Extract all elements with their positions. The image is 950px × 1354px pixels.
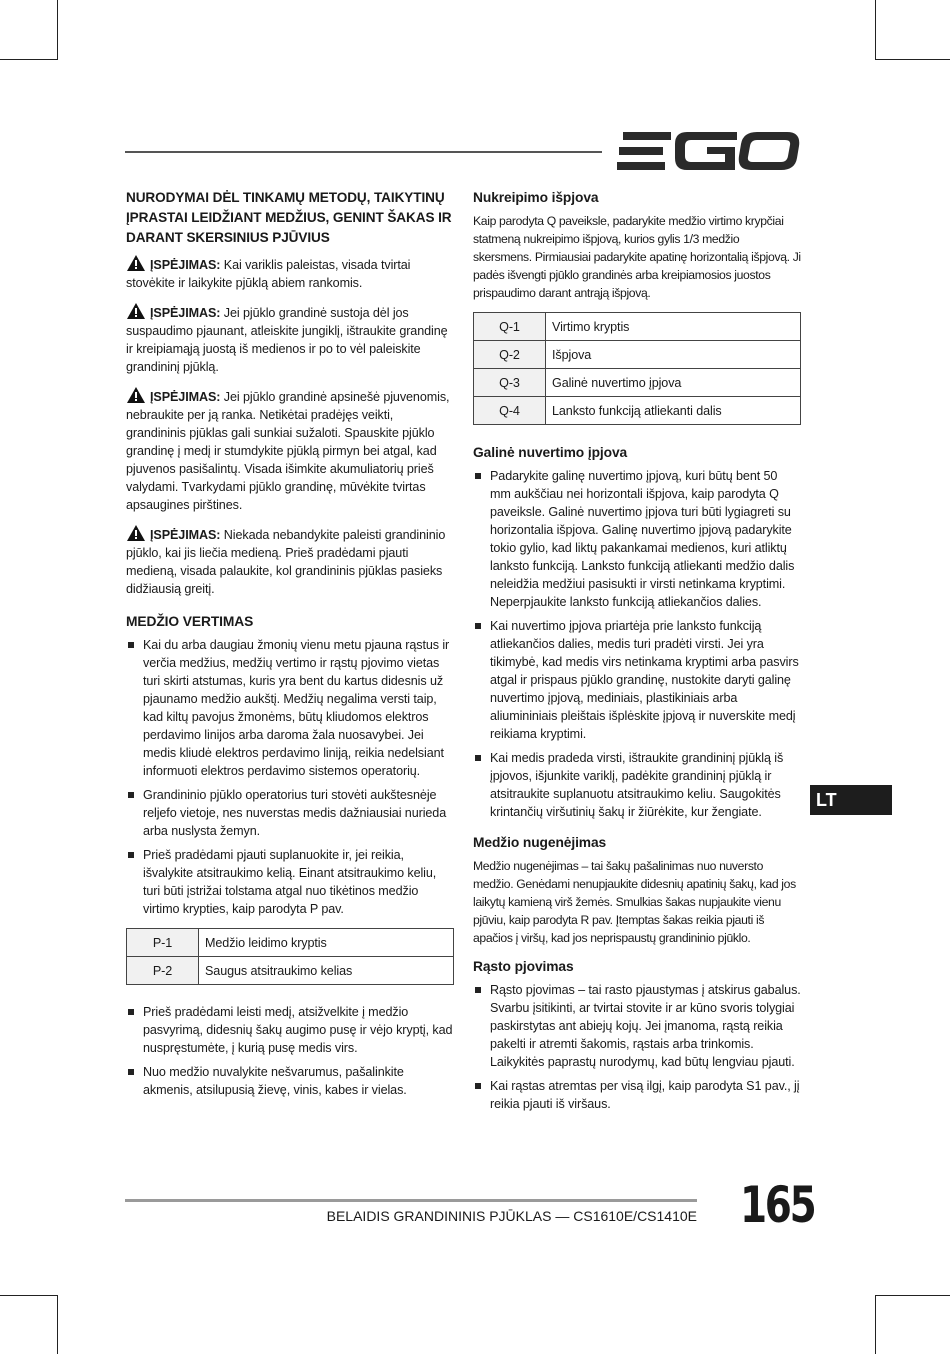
- warning-paragraph: [126, 524, 454, 598]
- warning-paragraph: [126, 302, 454, 376]
- list-item: [473, 467, 801, 611]
- table-row: [127, 957, 454, 985]
- crop-mark: [57, 0, 58, 60]
- warning-icon: [126, 386, 146, 404]
- list-item: [126, 846, 454, 918]
- subsection-heading: Rąsto pjovimas: [473, 959, 574, 974]
- subsection-heading: Nukreipimo išpjova: [473, 190, 599, 205]
- warning-icon: [126, 254, 146, 272]
- list-item-text: Prieš pradėdami leisti medį, atsižvelkite į medžio pasvyrimą, didesnių šakų augimo pusę ir vėjo kryptį, kad nuspręstumėte, į kurią pusę medis virs.: [143, 1005, 453, 1055]
- list-item: [473, 1077, 801, 1113]
- crop-mark: [0, 59, 58, 60]
- subsection-heading: MEDŽIO VERTIMAS: [126, 614, 254, 629]
- list-item-text: Kai nuvertimo įpjova priartėja prie lanksto funkciją atliekančios dalies, medis turi pradėti virsti. Jei yra tikimybė, kad medis virs netinkama kryptimi arba pasvirs atgal ir prispaus pjūklo grandinę, nustokite daryti galinę nuvertimo įpjovą, mediniais, plastikiniais arba aliumininiais pleištais išplėskite įpjovą ir nuverskite medį reikiama kryptimi.: [490, 619, 799, 741]
- page-number: 165: [740, 1176, 815, 1234]
- warning-label: ĮSPĖJIMAS:: [150, 390, 221, 404]
- list-item-text: Kai du arba daugiau žmonių vienu metu pjauna rąstus ir verčia medžius, medžių vertimo ir rąstų pjovimo vietas turi skirti atstumas, kuris yra bent du kartus didesnis už pjaunamo medžio aukštį. Medžių negalima versti taip, kad kiltų pavojus žmonėms, būtų kliudomos elektros perdavimo linijos arba daroma žala nuosavybei. Jei medis kliudė elektros perdavimo liniją, reikia nedelsiant informuoti elektros perdavimo sistemos operatorių.: [143, 638, 450, 778]
- bullet-icon: [128, 852, 134, 858]
- list-item: [473, 617, 801, 743]
- warning-text: Jei pjūklo grandinė sustoja dėl jos suspaudimo pjaunant, atleiskite jungiklį, ištraukite grandinę ir kreipiamąją juostą iš medienos ir po to vėl paleiskite grandininį pjūklą.: [126, 306, 448, 374]
- warning-text: Kai variklis paleistas, visada tvirtai stovėkite ir laikykite pjūklą abiem rankomis.: [126, 258, 411, 290]
- table-row: [474, 313, 801, 341]
- table-cell-code: Q-3: [474, 369, 546, 397]
- warning-paragraph: [126, 386, 454, 514]
- table-row: [127, 929, 454, 957]
- list-item: [126, 1003, 454, 1057]
- bullet-icon: [475, 987, 481, 993]
- warning-icon: [126, 302, 146, 320]
- list-item: [473, 981, 801, 1071]
- warning-label: ĮSPĖJIMAS:: [150, 306, 221, 320]
- crop-mark: [875, 59, 950, 60]
- table-row: [474, 369, 801, 397]
- left-column: [126, 188, 454, 1109]
- crop-mark: [875, 0, 876, 60]
- list-item: [126, 636, 454, 780]
- list-item-text: Nuo medžio nuvalykite nešvarumus, pašalinkite akmenis, atsilupusią žievę, vinis, kabes ir vielas.: [143, 1065, 407, 1097]
- subsection-heading: Galinė nuvertimo įpjova: [473, 445, 628, 460]
- legend-table-q: [473, 312, 801, 425]
- warning-text: Jei pjūklo grandinė apsinešė pjuvenomis, nebraukite per ją ranka. Netikėtai pradėjęs veikti, grandininis pjūklas gali sunkiai sužaloti. Spauskite pjūklo grandinę į medį ir stumdykite pjūklą pirmyn bei atgal, kad pjuvenos pasišalintų. Visada išimkite akumuliatorių prieš valydami. Tvarkydami pjūklo grandinę, mūvėkite tvirtas apsaugines pirštines.: [126, 390, 450, 512]
- bullet-list: [126, 636, 454, 918]
- table-cell-desc: Saugus atsitraukimo kelias: [199, 957, 454, 985]
- paragraph: Medžio nugenėjimas – tai šakų pašalinimas nuo nuversto medžio. Genėdami nenupjaukite didesnių apatinių šakų, kad jos laikytų kamieną virš žemės. Smulkias šakas nupjaukite vienu pjūviu, kaip parodyta R pav. Įtemptas šakas reikia pjauti iš apačios į viršų, kad jos neprispaustų grandininio pjūklo.: [473, 859, 796, 945]
- table-cell-code: Q-2: [474, 341, 546, 369]
- bullet-icon: [128, 1069, 134, 1075]
- bullet-icon: [128, 642, 134, 648]
- list-item: [126, 1063, 454, 1099]
- paragraph: Kaip parodyta Q paveiksle, padarykite medžio virtimo krypčiai statmeną nukreipimo išpjovą, kurios gylis 1/3 medžio skersmens. Pirmiausiai padarykite apatinę horizontalią išpjovą. Ji padės išvengti pjūklo grandinės arba kreipiamosios juostos prispaudimo darant antrąją išpjovą.: [473, 214, 801, 300]
- warning-icon: [126, 524, 146, 542]
- warning-label: ĮSPĖJIMAS:: [150, 258, 221, 272]
- table-cell-desc: Medžio leidimo kryptis: [199, 929, 454, 957]
- crop-mark: [875, 1295, 876, 1354]
- warning-label: ĮSPĖJIMAS:: [150, 528, 221, 542]
- bullet-icon: [475, 1083, 481, 1089]
- subsection-heading: Medžio nugenėjimas: [473, 835, 607, 850]
- list-item-text: Kai medis pradeda virsti, ištraukite grandininį pjūklą iš įpjovos, išjunkite variklį, padėkite grandininį pjūklą ir atsitraukite suplanuotu atsitraukimo keliu. Saugokitės krintančių viršutinių šakų ir žiūrėkite, kur žengiate.: [490, 751, 784, 819]
- section-title: NURODYMAI DĖL TINKAMŲ METODŲ, TAIKYTINŲ ĮPRASTAI LEIDŽIANT MEDŽIUS, GENINT ŠAKAS IR DARANT SKERSINIUS PJŪVIUS: [126, 190, 452, 245]
- footer-title: BELAIDIS GRANDININIS PJŪKLAS — CS1610E/CS1410E: [326, 1208, 697, 1224]
- warning-paragraph: [126, 254, 454, 292]
- table-row: [474, 397, 801, 425]
- bullet-list: [473, 981, 801, 1113]
- list-item: [473, 749, 801, 821]
- crop-mark: [0, 1295, 58, 1296]
- table-cell-code: P-2: [127, 957, 199, 985]
- bullet-list: [126, 1003, 454, 1099]
- bullet-icon: [475, 473, 481, 479]
- bullet-icon: [475, 623, 481, 629]
- bullet-icon: [128, 1009, 134, 1015]
- warning-text: Niekada nebandykite paleisti grandininio pjūklo, kai jis liečia medieną. Prieš pradėdami pjauti medieną, visada palaukite, kol grandininis pjūklas pasieks didžiausią greitį.: [126, 528, 446, 596]
- ego-logo: [617, 130, 801, 172]
- bullet-icon: [475, 755, 481, 761]
- crop-mark: [57, 1295, 58, 1354]
- table-cell-code: Q-4: [474, 397, 546, 425]
- bullet-list: [473, 467, 801, 821]
- table-cell-desc: Išpjova: [546, 341, 801, 369]
- list-item-text: Rąsto pjovimas – tai rasto pjaustymas į atskirus gabalus. Svarbu įsitikinti, ar tvirtai stovite ir ar kūno svoris tolygiai paskirstytas ant abiejų kojų. Jei įmanoma, rąstą reikia pakelti ir atremti šakomis, rąstais arba trinkomis. Laikykitės paprastų nurodymų, kad būtų lengviau pjauti.: [490, 983, 801, 1069]
- list-item-text: Padarykite galinę nuvertimo įpjovą, kuri būtų bent 50 mm aukščiau nei horizontali išpjova, kaip parodyta Q paveiksle. Galinė nuvertimo įpjova turi būti lygiagreti su horizontalia išpjova. Galinę nuvertimo įpjovą padarykite tokio gylio, kad liktų pakankamai medienos, kuri atliktų lanksto funkciją. Lanksto funkciją atliekanti medžio dalis neleidžia medžiui pasisukti ir virsti netinkama kryptimi. Neperpjaukite lanksto funkciją atliekančios dalies.: [490, 469, 795, 609]
- list-item: [126, 786, 454, 840]
- list-item-text: Grandininio pjūklo operatorius turi stovėti aukštesnėje reljefo vietoje, nes nuverstas medis dažniausiai nurieda arba nuslysta žemyn.: [143, 788, 447, 838]
- list-item-text: Prieš pradėdami pjauti suplanuokite ir, jei reikia, išvalykite atsitraukimo kelią. Einant atsitraukimo keliu, turi būti įstrižai tolstama atgal nuo tikėtinos medžio virtimo krypties, kaip parodyta P pav.: [143, 848, 437, 916]
- footer-rule: [125, 1199, 697, 1202]
- legend-table-p: [126, 928, 454, 985]
- table-cell-desc: Galinė nuvertimo įpjova: [546, 369, 801, 397]
- crop-mark: [875, 1295, 950, 1296]
- language-tab: LT: [810, 785, 892, 815]
- table-row: [474, 341, 801, 369]
- header-rule: [125, 151, 602, 153]
- table-cell-code: P-1: [127, 929, 199, 957]
- table-cell-code: Q-1: [474, 313, 546, 341]
- bullet-icon: [128, 792, 134, 798]
- table-cell-desc: Virtimo kryptis: [546, 313, 801, 341]
- table-cell-desc: Lanksto funkciją atliekanti dalis: [546, 397, 801, 425]
- list-item-text: Kai rąstas atremtas per visą ilgį, kaip parodyta S1 pav., jį reikia pjauti iš viršaus.: [490, 1079, 800, 1111]
- right-column: [473, 188, 801, 1123]
